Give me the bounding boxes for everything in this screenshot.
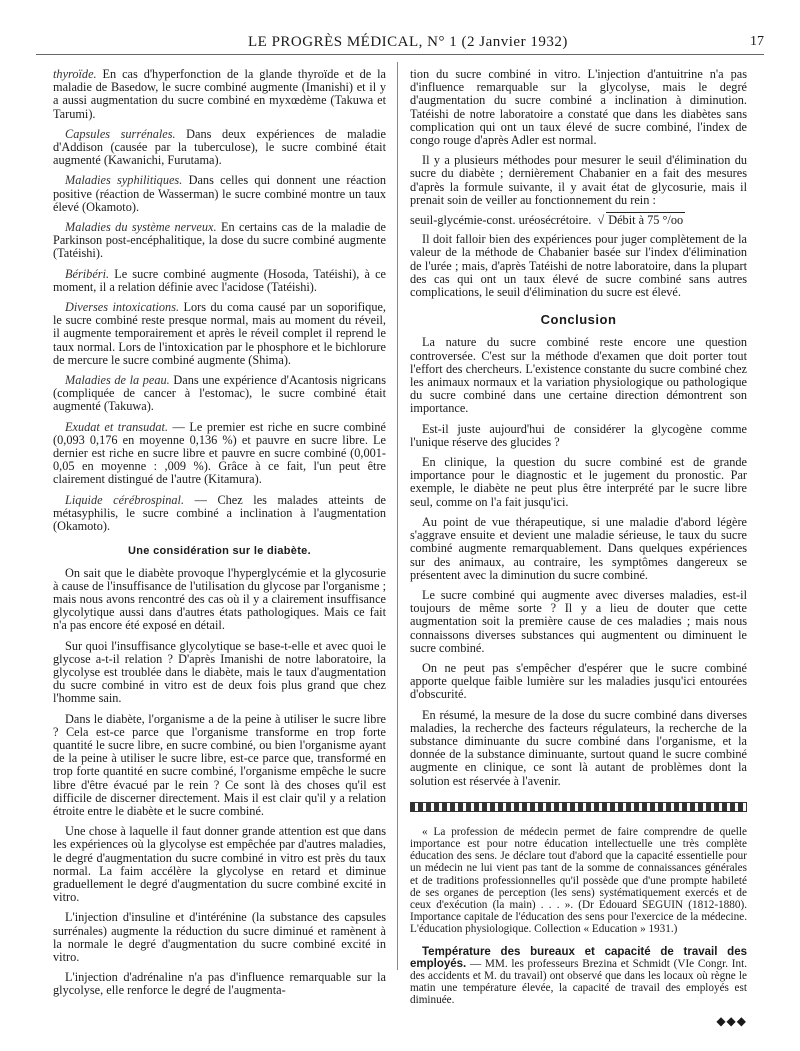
paragraph: L'injection d'insuline et d'intérénine (la substance des capsules surrénales) augmente la réduction du sucre diminué et ramènent à la normale le degré d'augmentation du sucre combiné excité in vitro. <box>53 910 386 964</box>
paragraph-text: Dans deux expériences de maladie d'Addison (causée par la tuberculose), le sucre combiné était augmenté (Kawanichi, Furutama). <box>53 126 386 168</box>
paragraph-text: — Le premier est riche en sucre combiné (0,093 0,176 en moyenne 0,136 %) et pauvre en sucre libre. Le dernier est riche en sucre libre et pauvre en sucre combiné (0,001-0,05 en moyenne : ,009 %). Grâce à ce fait, l'un peut être clairement distingué de l'autre (Kitamura). <box>53 419 386 487</box>
formula: seuil-glycémie-const. uréosécrétoire. √ Débit à 75 °/oo <box>410 213 684 228</box>
paragraph <box>53 421 386 487</box>
paragraph-lead: Liquide cérébrospinal. <box>65 492 185 507</box>
paragraph-text: Dans celles qui donnent une réaction positive (réaction de Wasserman) le sucre combiné montre un taux élevé (Okamoto). <box>53 173 386 214</box>
ornamental-divider <box>410 802 747 812</box>
paragraph: L'injection d'adrénaline n'a pas d'influence remarquable sur la glycolyse, elle renforce le degré de l'augmenta- <box>53 970 386 998</box>
news-note <box>410 946 747 1007</box>
paragraph-lead: thyroïde. <box>53 67 97 81</box>
conclusion-heading: Conclusion <box>540 312 617 328</box>
paragraph <box>53 301 386 367</box>
paragraph: tion du sucre combiné in vitro. L'injection d'antuitrine n'a pas d'influence remarquable sur la glycolyse, mais le degré d'augmentation du sucre combiné a inclination à diminution. Tatéishi de notre laboratoire a constaté que dans les diabètes sans complication qui ont un taux élevé de sucre combiné, l'index de congo rouge d'après Adler est normal. <box>410 67 747 148</box>
page-number: 17 <box>750 34 764 49</box>
paragraph: On sait que le diabète provoque l'hyperglycémie et la glycosurie à cause de l'insuffisance de l'utilisation du glycose par l'organisme ; mais nous avons rencontré des cas où il y a clairement insuffisance glycolytique aussi dans d'autres états pathologiques. Mais ce fait n'a pas encore été exposé en détail. <box>53 565 386 633</box>
paragraph: En résumé, la mesure de la dose du sucre combiné dans diverses maladies, la recherche des facteurs régulateurs, la recherche de la substance diminuante du sucre combiné dans l'organisme, et la donnée de la substance diminuante, surtout quand le sucre combiné augmente en clinique, ce sont là autant de problèmes dont la solution est réservée à l'avenir. <box>410 707 747 788</box>
left-column <box>53 68 386 1005</box>
paragraph: Le sucre combiné qui augmente avec diverses maladies, est-il toujours de même sorte ? Il y a lieu de douter que cette augmentation soit la première cause de ces maladies ; mais nous connaissons diverses substances qui augmentent ou diminuent le sucre combiné. <box>410 587 747 655</box>
paragraph: Une chose à laquelle il faut donner grande attention est que dans les expériences où la glycolyse est empêchée par d'autres maladies, le degré d'augmentation du sucre combiné in vitro est près du taux normal. La faim accélère la glycolyse en retard et diminue graduellement le degré d'augmentation du sucre combiné excité in vitro. <box>53 824 386 905</box>
paragraph-text: En certains cas de la maladie de Parkinson post-encéphalitique, la dose du sucre combiné augmente (Tatéishi). <box>53 220 387 261</box>
paragraph-lead: Maladies syphilitiques. <box>65 173 183 188</box>
paragraph-lead: Exudat et transudat. <box>65 419 169 434</box>
paragraph <box>53 68 386 121</box>
paragraph-lead: Capsules surrénales. <box>65 126 176 141</box>
paragraph: Sur quoi l'insuffisance glycolytique se base-t-elle et avec quoi le glycose a-t-il relation ? D'après Imanishi de notre laboratoire, la glycolyse est troublée dans le diabète, mais le taux d'augmentation du sucre combiné in vitro est de deux fois plus grand que chez l'homme sain. <box>53 638 386 706</box>
paragraph <box>53 494 386 534</box>
column-rule <box>397 62 398 970</box>
running-header <box>36 34 764 55</box>
paragraph-text: Dans une expérience d'Acantosis nigricans (compliquée de cancer à l'estomac), le sucre combiné était augmenté (Takuwa). <box>53 373 386 414</box>
paragraph-text: En cas d'hyperfonction de la glande thyroïde et de la maladie de Basedow, le sucre combiné augmente (Imanishi) et il y a aussi augmentation du sucre combiné en myxœdème (Takuwa et Tarumi). <box>53 67 386 121</box>
paragraph <box>53 174 386 214</box>
paragraph: Est-il juste aujourd'hui de considérer la glycogène comme l'unique réserve des glucides ? <box>410 421 747 449</box>
paragraph: Au point de vue thérapeutique, si une maladie d'abord légère s'aggrave ensuite et devient une maladie sérieuse, le taux du sucre combiné augmente remarquablement. Dans quelques expériences sur des animaux, au contraire, les symptômes dangereux se présentent avec la diminution du sucre combiné. <box>410 514 747 582</box>
journal-title: LE PROGRÈS MÉDICAL, N° 1 (2 Janvier 1932) <box>248 34 568 50</box>
section-heading: Une considération sur le diabète. <box>128 545 311 558</box>
paragraph: Il doit falloir bien des expériences pour juger complètement de la valeur de la méthode de Chabanier basée sur l'index d'élimination de l'urée ; mais, d'après Tatéishi de notre laboratoire, dans la plupart des cas qui ont un taux élevé de sucre combiné sans autres complications, le seuil d'élimination du sucre est élevé. <box>410 232 747 300</box>
paragraph-text: Lors du coma causé par un soporifique, le sucre combiné reste presque normal, mais au moment du réveil, il augmente temporairement et après le réveil complet il reprend le taux normal. Lors de l'intoxication par le phosphore et le bichlorure de mercure le sucre combiné augmente (Shima). <box>53 300 387 367</box>
paragraph-lead: Maladies du système nerveux. <box>65 220 217 235</box>
paragraph-lead: Béribéri. <box>65 266 110 281</box>
right-column <box>410 68 747 1028</box>
paragraph: On ne peut pas s'empêcher d'espérer que le sucre combiné apporte quelque faible lumière sur les maladies jusqu'ici entourées d'obscurité. <box>410 660 747 702</box>
quotation: « La profession de médecin permet de faire comprendre de quelle importance est pour notre éducation intellectuelle une très complète éducation des sens. Je déclare tout d'abord que la capacité essentielle pour un médecin ne lui vient pas tant de la somme de connaissances générales et de traditions professionnelles qu'il possède que d'une prompte habileté de ses organes de perception (les sens) systématiquement exercés et de ceux d'exécution (la main) . . . ». (Dr Edouard SEGUIN (1812-1880). Importance capitale de l'éducation des sens pour l'exercice de la médecine. L'éducation physiologique. Collection « Education » 1931.) <box>410 825 747 936</box>
paragraph <box>53 128 386 168</box>
formula-left: seuil-glycémie-const. uréosécrétoire. <box>410 213 592 228</box>
paragraph: Dans le diabète, l'organisme a de la peine à utiliser le sucre libre ? Cela est-ce parce que l'organisme transforme en trop forte quantité le sucre libre, en sucre combiné, ou bien l'organisme ayant de la peine à utiliser le sucre libre, est-ce parce que, transformé en trop forte quantité en sucre combiné, l'organisme empêche le sucre libre d'être évacué par le rein ? Ce sont là des choses qu'il est difficile de discerner directement. Mais il est clair qu'il y a relation étroite entre le diabète et le sucre combiné. <box>53 711 386 818</box>
paragraph <box>53 374 386 414</box>
paragraph-text: Le sucre combiné augmente (Hosoda, Tatéishi), à ce moment, il a relation définie avec l'acidose (Tatéishi). <box>53 266 386 294</box>
paragraph <box>53 221 386 261</box>
paragraph: En clinique, la question du sucre combiné est de grande importance pour le diagnostic et le jugement du pronostic. Par exemple, le diabète ne peut plus être interprété par le sucre libre seul, comme on l'a fait jusqu'ici. <box>410 455 747 509</box>
paragraph: Il y a plusieurs méthodes pour mesurer le seuil d'élimination du sucre du diabète ; dernièrement Chabanier en a fait des mesures d'après la formule suivante, il y avait état de glycosurie, mais il prenait soin de veiller au fonctionnement du rein : <box>410 153 747 207</box>
paragraph <box>53 268 386 294</box>
news-note-title: Température des bureaux et capacité de travail des employés. <box>410 945 747 970</box>
paragraph-lead: Maladies de la peau. <box>65 373 170 388</box>
formula-radicand: Débit à 75 °/oo <box>608 213 684 228</box>
paragraph-lead: Diverses intoxications. <box>65 300 180 315</box>
paragraph-text: — Chez les malades atteints de métasyphilis, le sucre combiné a inclination à l'augmentation (Okamoto). <box>53 492 386 534</box>
end-ornament: ◆◆◆ <box>716 1013 747 1028</box>
news-note-text: — MM. les professeurs Brezina et Schmidt (VIe Congr. Int. des accidents et M. du travail) ont observé que dans les locaux où règne le matin une température élevée, la capacité de travail des employés est diminuée. <box>410 957 747 1007</box>
paragraph: La nature du sucre combiné reste encore une question controversée. C'est sur la méthode d'examen que doit porter tout l'effort des chercheurs. L'existence constante du sucre combiné chez les animaux normaux et la variation physiologique ou pathologique du sucre combiné dans une certaine direction démontrent son importance. <box>410 335 747 416</box>
